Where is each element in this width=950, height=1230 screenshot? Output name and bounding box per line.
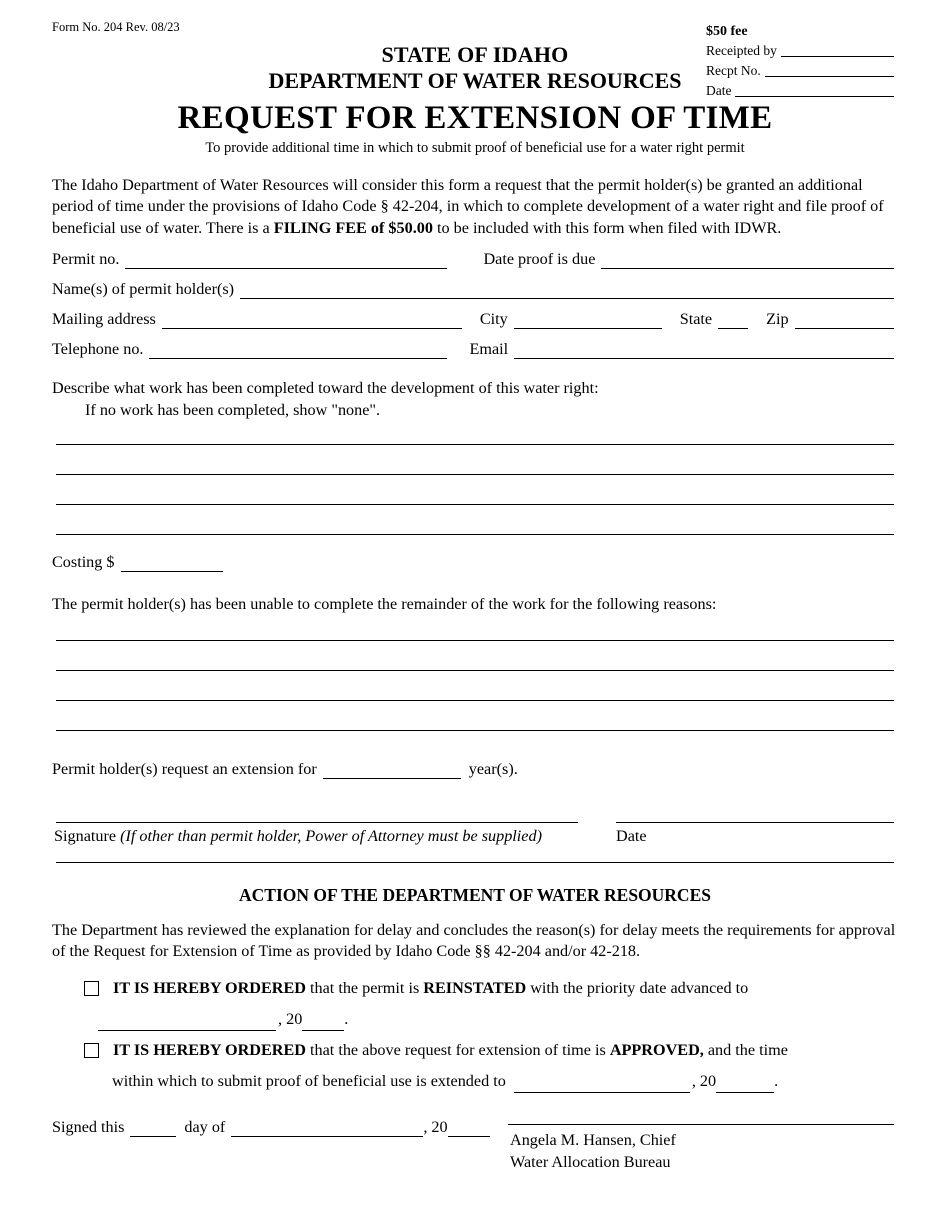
form-number: Form No. 204 Rev. 08/23 xyxy=(52,20,180,34)
work-prompt-text: Describe what work has been completed toward the development of this water right: xyxy=(52,379,599,397)
action-paragraph xyxy=(52,920,897,962)
order-1-block xyxy=(84,978,896,1031)
official-title: Water Allocation Bureau xyxy=(510,1153,671,1171)
work-note-text: If no work has been completed, show "none". xyxy=(85,401,381,419)
fee-date-label: Date xyxy=(706,82,732,98)
telephone-input[interactable] xyxy=(149,342,447,359)
receipted-by-label: Receipted by xyxy=(706,42,777,58)
extension-years-input[interactable] xyxy=(323,762,461,779)
holder-names-row xyxy=(52,280,894,299)
official-name: Angela M. Hansen, Chief xyxy=(510,1131,676,1149)
fee-label: $50 fee xyxy=(706,24,748,39)
order-2-date-input[interactable] xyxy=(514,1076,690,1093)
signature-date-line[interactable] xyxy=(616,822,894,823)
work-line-1[interactable] xyxy=(56,444,894,445)
order-1-bold2: REINSTATED xyxy=(423,979,527,997)
signed-day-input[interactable] xyxy=(130,1120,176,1137)
state-heading: STATE OF IDAHO xyxy=(381,42,569,67)
contact-row xyxy=(52,340,894,359)
reasons-line-1[interactable] xyxy=(56,640,894,641)
work-line-2[interactable] xyxy=(56,474,894,475)
state-input[interactable] xyxy=(718,312,748,329)
email-input[interactable] xyxy=(514,342,894,359)
order-1-period: . xyxy=(344,1009,349,1028)
signed-this-label: Signed this xyxy=(52,1118,125,1136)
order-1-bold1: IT IS HEREBY ORDERED xyxy=(113,979,306,997)
order-2-bold2: APPROVED, xyxy=(609,1041,704,1059)
order-2-block xyxy=(84,1040,896,1093)
permit-no-input[interactable] xyxy=(125,252,447,269)
official-signature-line[interactable] xyxy=(508,1124,894,1125)
department-heading: DEPARTMENT OF WATER RESOURCES xyxy=(268,68,682,93)
signature-line[interactable] xyxy=(56,822,578,823)
order-1-text1: that the permit is xyxy=(305,979,424,997)
zip-label: Zip xyxy=(766,310,789,328)
order-2-text2: and the time xyxy=(703,1041,788,1059)
order-1-date-input[interactable] xyxy=(98,1014,276,1031)
order-2-year-input[interactable] xyxy=(716,1076,774,1093)
order-1-text2: with the priority date advanced to xyxy=(526,979,749,997)
day-of-label: day of xyxy=(184,1118,226,1136)
date-proof-due-input[interactable] xyxy=(601,252,894,269)
reasons-prompt xyxy=(52,594,897,615)
intro-paragraph xyxy=(52,175,897,239)
signed-year-prefix: , 20 xyxy=(423,1118,448,1136)
order-2-year-prefix: , 20 xyxy=(691,1071,717,1090)
date-caption xyxy=(616,826,647,847)
reasons-line-4[interactable] xyxy=(56,730,894,731)
permit-no-row xyxy=(52,250,894,269)
page-subtitle: To provide additional time in which to submit proof of beneficial use for a water right permit xyxy=(205,140,745,156)
order-1-year-input[interactable] xyxy=(302,1014,344,1031)
signed-month-input[interactable] xyxy=(231,1120,423,1137)
city-label: City xyxy=(479,310,508,328)
extension-request-row xyxy=(52,760,524,779)
mailing-address-input[interactable] xyxy=(162,312,462,329)
zip-input[interactable] xyxy=(795,312,894,329)
order-1-checkbox[interactable] xyxy=(84,981,99,996)
costing-row xyxy=(52,553,223,572)
extension-request-prefix: Permit holder(s) request an extension for xyxy=(52,760,317,778)
action-paragraph-text: The Department has reviewed the explanation for delay and concludes the reason(s) for delay meets the requirements for approval of the Request for Extension of Time as provided by Idaho Code §§ 42-204 and/or 42-218. xyxy=(52,921,896,961)
signature-label: Signature xyxy=(54,827,117,845)
costing-input[interactable] xyxy=(121,555,223,572)
telephone-label: Telephone no. xyxy=(52,340,144,358)
signed-this-row xyxy=(52,1118,490,1137)
mailing-address-label: Mailing address xyxy=(52,310,156,328)
signature-caption xyxy=(54,826,614,847)
intro-part2: to be included with this form when filed with IDWR. xyxy=(432,218,782,237)
holder-names-input[interactable] xyxy=(240,282,894,299)
reasons-prompt-text: The permit holder(s) has been unable to complete the remainder of the work for the following reasons: xyxy=(52,595,717,613)
address-row xyxy=(52,310,894,329)
receipt-no-label: Recpt No. xyxy=(706,62,761,78)
order-2-checkbox[interactable] xyxy=(84,1043,99,1058)
order-2-text1: that the above request for extension of time is xyxy=(305,1041,610,1059)
page-title: REQUEST FOR EXTENSION OF TIME xyxy=(177,100,773,136)
reasons-line-3[interactable] xyxy=(56,700,894,701)
date-proof-due-label: Date proof is due xyxy=(483,250,596,268)
permit-no-label: Permit no. xyxy=(52,250,120,268)
intro-part1: The Idaho Department of Water Resources will consider this form a request that the permit holder(s) be granted an additional period of time under the provisions of Idaho Code § 42-204, in which to complete development of a water right and file proof of beneficial use of water. There is a xyxy=(52,176,884,237)
signature-date-label: Date xyxy=(616,827,647,845)
order-2-line2-prefix: within which to submit proof of beneficial use is extended to xyxy=(112,1071,506,1090)
order-1-year-prefix: , 20 xyxy=(278,1009,303,1028)
work-line-3[interactable] xyxy=(56,504,894,505)
costing-label: Costing $ xyxy=(52,553,115,571)
filing-fee-bold: FILING FEE of $50.00 xyxy=(273,218,433,237)
signed-year-input[interactable] xyxy=(448,1120,490,1137)
reasons-line-2[interactable] xyxy=(56,670,894,671)
work-line-4[interactable] xyxy=(56,534,894,535)
signature-extra-line[interactable] xyxy=(56,862,894,863)
state-label: State xyxy=(679,310,713,328)
signature-note: (If other than permit holder, Power of Attorney must be supplied) xyxy=(120,827,542,845)
action-section-heading: ACTION OF THE DEPARTMENT OF WATER RESOURCES xyxy=(239,885,711,905)
order-2-bold1: IT IS HEREBY ORDERED xyxy=(113,1041,306,1059)
work-prompt xyxy=(52,378,897,399)
city-input[interactable] xyxy=(514,312,662,329)
email-label: Email xyxy=(469,340,509,358)
work-note xyxy=(85,400,897,421)
holder-names-label: Name(s) of permit holder(s) xyxy=(52,280,235,298)
extension-request-suffix: year(s). xyxy=(468,760,518,778)
order-2-period: . xyxy=(774,1071,779,1090)
